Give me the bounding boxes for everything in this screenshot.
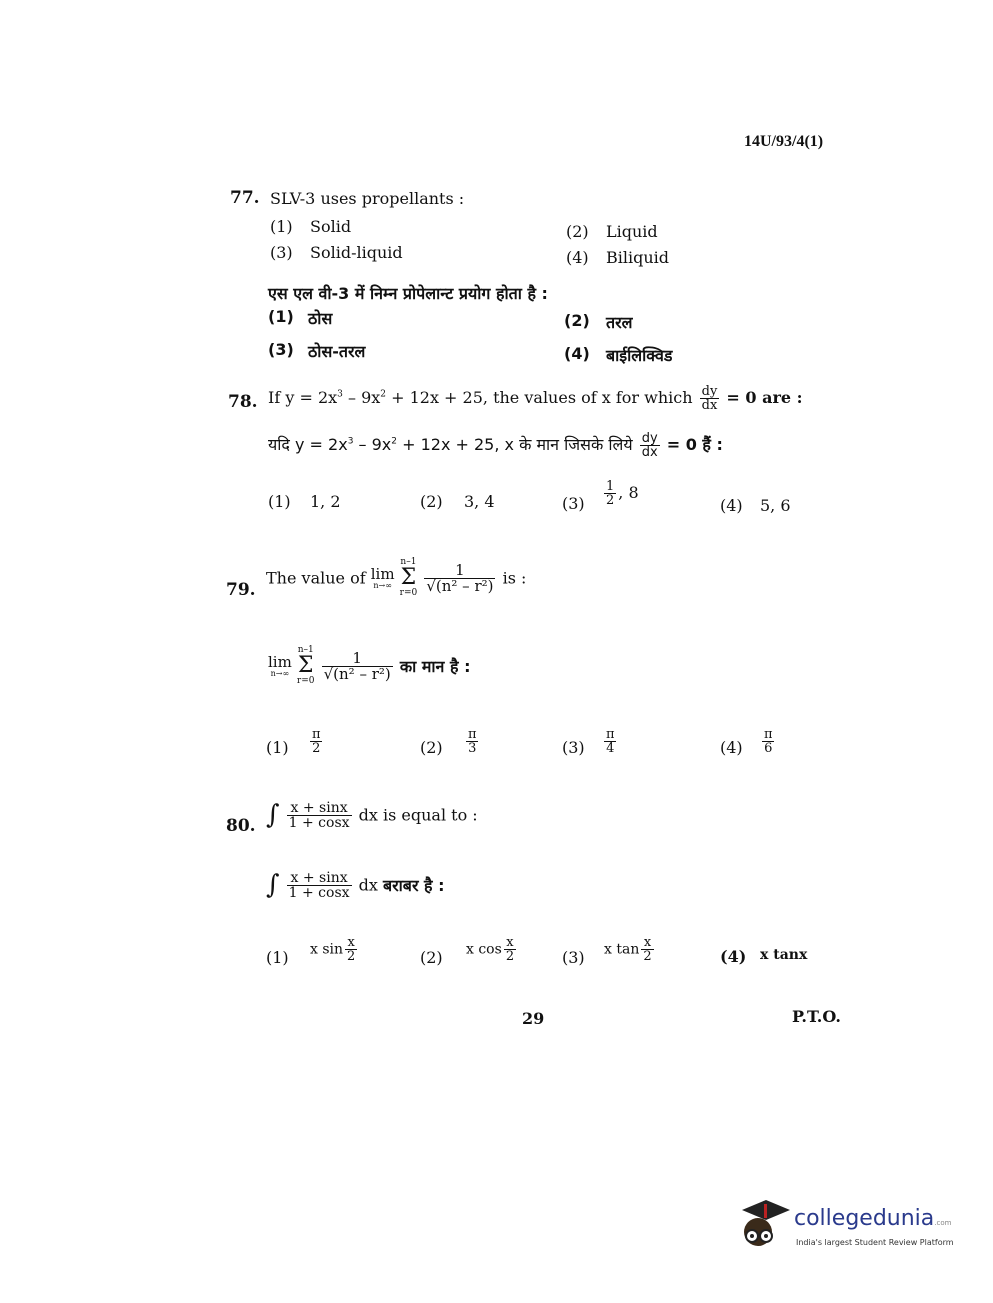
q79-opt3-num: (3): [562, 738, 585, 757]
q77-opt1-text: Solid: [310, 217, 352, 236]
q77-hi-opt3-num: (3): [268, 340, 294, 359]
q78-opt3-text: $\frac{1}{2}$ , 8: [606, 479, 639, 508]
q79-hindi: lim n→∞ n–1 Σ r=0 $\frac{1}{\text{√(n² – r²)}}$ का मान है :: [268, 645, 471, 686]
q79-opt4-frac: $\frac{\pi}{6}$: [764, 727, 773, 756]
q80-opt1-text: x sin $\frac{x}{2}$: [310, 935, 356, 964]
q79-opt4-num: (4): [720, 738, 743, 757]
paper-code: 14U/93/4(1): [744, 133, 824, 150]
q79-opt2-num: (2): [420, 738, 443, 757]
q78-hi-dydx: $\frac{dy}{dx}$: [641, 431, 658, 460]
q80-opt1-num: (1): [266, 948, 289, 967]
q80-opt4-text: x tanx: [760, 947, 808, 963]
q78-opt4-text: 5, 6: [760, 496, 791, 515]
collegedunia-logo: [732, 1196, 962, 1258]
q80-opt3-num: (3): [562, 948, 585, 967]
q77-hi-opt4-text: बाईलिक्विड: [606, 346, 673, 365]
q78-opt1-num: (1): [268, 492, 291, 511]
q78-hindi: यदि $y = 2x^3 - 9x^2 + 12x + 25$, x के मान जिसके लिये $\frac{dy}{dx}$ = 0 हैं :: [268, 431, 723, 460]
q77-hi-opt1-text: ठोस: [308, 309, 333, 328]
q77-hi-opt4-num: (4): [564, 344, 590, 363]
graduate-mascot-icon: [732, 1196, 794, 1258]
q79-opt1-frac: $\frac{\pi}{2}$: [312, 727, 321, 756]
q78-number: 78.: [228, 392, 258, 412]
q77-hi-opt3-text: ठोस-तरल: [308, 342, 366, 361]
pto-label: P.T.O.: [792, 1007, 841, 1026]
q80-opt3-text: x tan $\frac{x}{2}$: [604, 935, 652, 964]
q79-opt2-frac: $\frac{\pi}{3}$: [468, 727, 477, 756]
logo-name: collegedunia: [794, 1206, 935, 1231]
q80-number: 80.: [226, 816, 256, 836]
q78-opt1-text: 1, 2: [310, 492, 341, 511]
q77-hi-opt1-num: (1): [268, 307, 294, 326]
q80-opt4-num: (4): [720, 947, 747, 966]
q79-opt3-frac: $\frac{\pi}{4}$: [606, 727, 615, 756]
q78-opt3-num: (3): [562, 494, 585, 513]
q79-number: 79.: [226, 580, 256, 600]
logo-com: .com: [934, 1219, 952, 1227]
q77-opt3-num: (3): [270, 243, 293, 262]
q79-english: The value of lim n→∞ n–1 Σ r=0 $\frac{1}{\text{√(n² – r²)}}$ is :: [266, 557, 527, 598]
q77-hi-opt2-num: (2): [564, 311, 590, 330]
q77-hi-opt2-text: तरल: [606, 313, 633, 332]
page-number: 29: [522, 1009, 545, 1028]
q79-opt1-num: (1): [266, 738, 289, 757]
q80-hindi: ∫ $\frac{x + \sin x}{1 + \cos x}$ dx बराबर है :: [266, 869, 445, 901]
q77-opt2-num: (2): [566, 222, 589, 241]
q78-dydx: $\frac{dy}{dx}$: [701, 384, 718, 413]
q77-english: SLV-3 uses propellants :: [270, 189, 465, 208]
q80-opt2-num: (2): [420, 948, 443, 967]
q78-english: If $y = 2x^3 - 9x^2 + 12x + 25$, the values of x for which $\frac{dy}{dx}$ = 0 are :: [268, 384, 803, 413]
q78-opt4-num: (4): [720, 496, 743, 515]
q80-english: ∫ $\frac{x + \sin x}{1 + \cos x}$ dx is equal to :: [266, 799, 478, 831]
q77-opt3-text: Solid-liquid: [310, 243, 403, 262]
q78-opt2-text: 3, 4: [464, 492, 495, 511]
q77-number: 77.: [230, 188, 260, 208]
q77-opt1-num: (1): [270, 217, 293, 236]
q80-opt2-text: x cos $\frac{x}{2}$: [466, 935, 515, 964]
logo-tagline: India's largest Student Review Platform: [796, 1238, 954, 1247]
q77-opt2-text: Liquid: [606, 222, 658, 241]
q77-opt4-num: (4): [566, 248, 589, 267]
q77-opt4-text: Biliquid: [606, 248, 670, 267]
q77-hindi: एस एल वी-3 में निम्न प्रोपेलान्ट प्रयोग होता है :: [268, 284, 548, 303]
q78-opt2-num: (2): [420, 492, 443, 511]
